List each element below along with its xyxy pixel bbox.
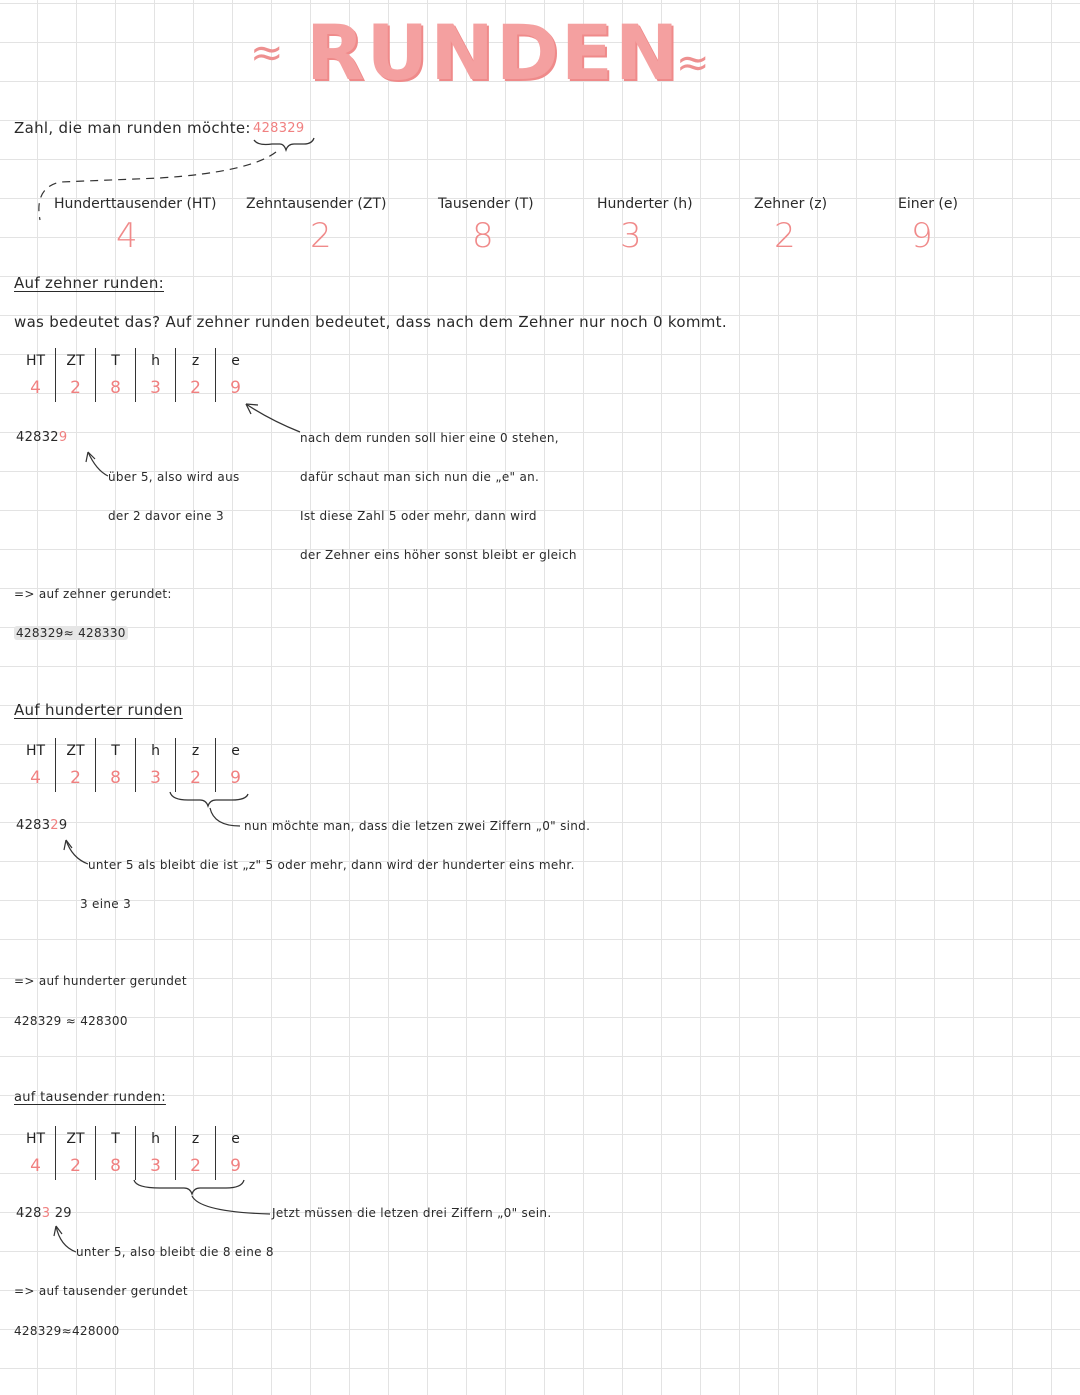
table-header: e: [231, 743, 240, 759]
table-header: ZT: [66, 353, 85, 369]
table-digit: 4: [30, 768, 41, 788]
zehner-arrow-to-table: [246, 404, 300, 432]
zehner-heading: Auf zehner runden:: [14, 274, 164, 292]
table-header: HT: [25, 743, 46, 759]
intro-dashed-link: [39, 152, 276, 220]
intro-number: 428329: [253, 121, 305, 136]
table-header: HT: [25, 1131, 46, 1147]
tausender-brace: [134, 1180, 244, 1194]
hunderter-explain-1: nun möchte man, dass die letzen zwei Ziffern „0" sind.: [244, 819, 591, 833]
zehner-result-label: => auf zehner gerundet:: [14, 587, 172, 601]
hunderter-number-a: 4283: [16, 818, 51, 833]
zehner-result-value: 428329≈ 428330: [16, 626, 126, 640]
table-digit: 2: [190, 378, 201, 398]
zehner-explain-2: dafür schaut man sich nun die „e" an.: [300, 470, 540, 484]
table-digit: 8: [110, 768, 121, 788]
table-digit: 8: [110, 1156, 121, 1176]
zehner-note-2: der 2 davor eine 3: [108, 509, 224, 523]
table-digit: 8: [110, 378, 121, 398]
place-digit-ht: 4: [116, 216, 138, 256]
table-header: z: [191, 1131, 200, 1147]
table-digit: 9: [230, 378, 241, 398]
table-header: T: [111, 353, 120, 369]
title-tilde-left: ≈: [250, 30, 284, 76]
table-digit: 2: [70, 378, 81, 398]
zehner-explain-4: der Zehner eins höher sonst bleibt er gleich: [300, 548, 577, 562]
table-header: ZT: [66, 1131, 85, 1147]
hunderter-heading: Auf hunderter runden: [14, 701, 183, 719]
place-label-zt: Zehntausender (ZT): [246, 196, 387, 212]
table-digit: 2: [190, 1156, 201, 1176]
zehner-explain-1: nach dem runden soll hier eine 0 stehen,: [300, 431, 559, 445]
page-title: RUNDEN: [306, 8, 681, 97]
zehner-question: was bedeutet das? Auf zehner runden bedeutet, dass nach dem Zehner nur noch 0 kommt.: [14, 313, 727, 331]
place-digit-z: 2: [774, 216, 796, 256]
place-label-ht: Hunderttausender (HT): [54, 196, 217, 212]
tausender-heading: auf tausender runden:: [14, 1090, 166, 1105]
table-digit: 2: [190, 768, 201, 788]
zehner-note-1: über 5, also wird aus: [108, 470, 240, 484]
zehner-number-last: 9: [58, 430, 68, 445]
place-label-h: Hunderter (h): [597, 196, 693, 212]
place-digit-h: 3: [620, 216, 642, 256]
tausender-explain: Jetzt müssen die letzen drei Ziffern „0" sein.: [272, 1206, 552, 1220]
table-header: HT: [25, 353, 46, 369]
tausender-result: 428329≈428000: [14, 1324, 120, 1338]
zehner-explain-3: Ist diese Zahl 5 oder mehr, dann wird: [300, 509, 537, 523]
tausender-number-a: 428: [16, 1206, 42, 1221]
table-header: ZT: [66, 743, 85, 759]
table-header: h: [151, 353, 160, 369]
intro-label: Zahl, die man runden möchte:: [14, 119, 251, 137]
table-digit: 2: [70, 768, 81, 788]
intro-brace: [254, 138, 314, 150]
tausender-result-label: => auf tausender gerundet: [14, 1284, 188, 1298]
title-tilde-right: ≈: [676, 40, 710, 86]
place-label-z: Zehner (z): [754, 196, 828, 212]
hunderter-note: 3 eine 3: [80, 897, 132, 911]
place-label-e: Einer (e): [898, 196, 958, 212]
table-digit: 2: [70, 1156, 81, 1176]
table-digit: 4: [30, 378, 41, 398]
place-label-t: Tausender (T): [438, 196, 534, 212]
place-digit-t: 8: [472, 216, 494, 256]
table-digit: 3: [150, 768, 161, 788]
place-digit-e: 9: [911, 216, 933, 256]
hunderter-explain-2: unter 5 als bleibt die ist „z" 5 oder mehr, dann wird der hunderter eins mehr.: [88, 858, 575, 872]
table-digit: 9: [230, 768, 241, 788]
table-digit: 9: [230, 1156, 241, 1176]
tausender-number-c: 29: [54, 1206, 72, 1221]
tausender-number-b: 3: [41, 1206, 51, 1221]
hunderter-brace: [170, 792, 248, 806]
place-digit-zt: 2: [310, 216, 332, 256]
tausender-note: unter 5, also bleibt die 8 eine 8: [76, 1245, 274, 1259]
table-header: T: [111, 743, 120, 759]
table-digit: 3: [150, 1156, 161, 1176]
hunderter-number-b: 2: [50, 818, 59, 833]
hunderter-result: 428329 ≈ 428300: [14, 1014, 128, 1028]
table-digit: 4: [30, 1156, 41, 1176]
tausender-brace-connector: [192, 1196, 270, 1214]
table-header: h: [151, 743, 160, 759]
zehner-number-main: 42832: [16, 430, 59, 445]
table-header: e: [231, 1131, 240, 1147]
hunderter-result-label: => auf hunderter gerundet: [14, 974, 187, 988]
table-header: h: [151, 1131, 160, 1147]
hunderter-number-c: 9: [58, 818, 68, 833]
table-header: T: [111, 1131, 120, 1147]
table-digit: 3: [150, 378, 161, 398]
table-header: z: [191, 743, 200, 759]
table-header: e: [231, 353, 240, 369]
table-header: z: [191, 353, 200, 369]
hunderter-brace-connector: [210, 808, 240, 826]
